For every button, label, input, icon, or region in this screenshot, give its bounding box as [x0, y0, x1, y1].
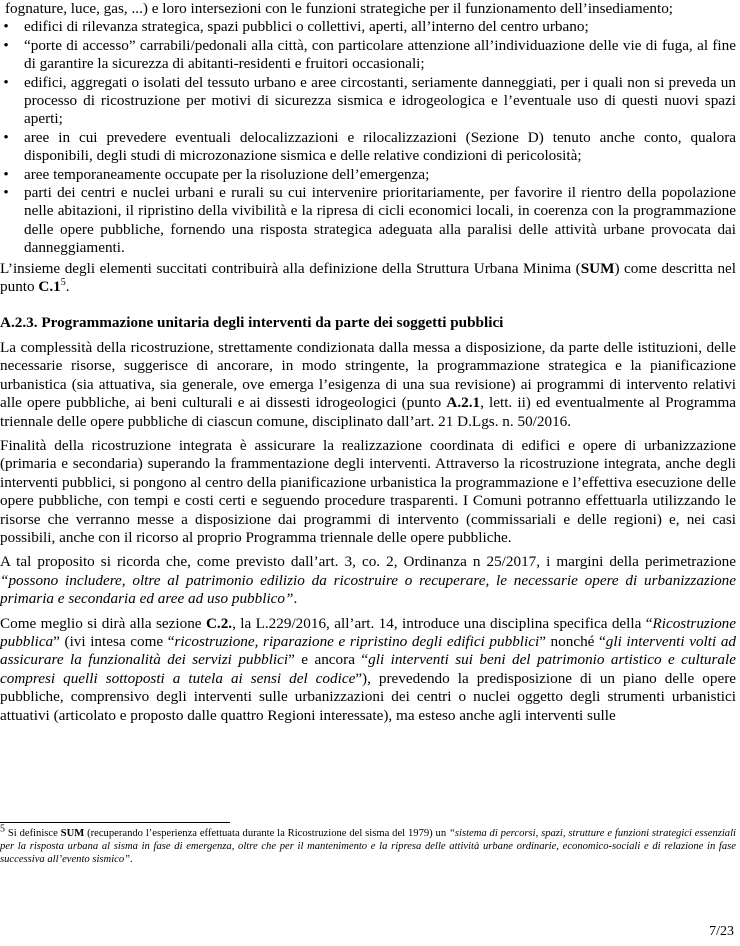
footnote-number: 5 [0, 823, 5, 835]
bullet-icon: • [3, 128, 9, 146]
bullet-icon: • [3, 184, 9, 202]
list-item: • aree temporaneamente occupate per la risoluzione dell’emergenza; [0, 166, 736, 184]
list-item: • parti dei centri e nuclei urbani e rurali su cui intervenire prioritariamente, per favorire il rientro della popolazione nelle abitazioni, il ripristino della vivibilità e la ripresa di cicli economici locali, in coerenza con la programmazione delle opere pubbliche, fornendo una risposta strategica adeguata alla paralisi delle attività urbane provocata dai danneggiamenti. [0, 184, 736, 258]
footnote-divider [0, 822, 230, 823]
footnote-ref: 5 [60, 277, 66, 289]
list-item: • aree in cui prevedere eventuali delocalizzazioni e rilocalizzazioni (Sezione D) tenuto anche conto, qualora disponibili, degli studi di microzonazione sismica e delle relative condizioni di pericolosità; [0, 129, 736, 166]
summary-paragraph: L’insieme degli elementi succitati contribuirà alla definizione della Struttura Urbana Minima (SUM) come descritta nel punto $C.1^5$. [0, 259, 737, 296]
bullet-list [0, 0, 736, 258]
paragraph: A tal proposito si ricorda che, come previsto dall’art. 3, co. 2, Ordinanza n 25/2017, i margini della perimetrazione “possono includere, oltre al patrimonio edilizio da ricostruire o recuperare, le necessarie opere di urbanizzazione primaria e secondaria ed aree ad uso pubblico”. [0, 553, 736, 608]
page-number: 7/23 [709, 924, 734, 939]
paragraph: Finalità della ricostruzione integrata è assicurare la realizzazione coordinata di edifici e opere di urbanizzazione (primaria e secondaria) superando la frammentazione degli interventi. Attraverso la ricostruzione integrata, anche degli interventi pubblici, si pongono al centro della pianificazione urbanistica la programmazione e l’effettiva esecuzione delle opere pubbliche, con tempi e costi certi e seguendo procedure trasparenti. I Comuni potranno effettuarla utilizzando le risorse che verranno messe a disposizione dai programmi di intervento (commissariali e delle regioni) e, nei casi possibili, anche con il ricorso al proprio Programma triennale delle opere pubbliche. [0, 436, 736, 546]
bullet-icon: • [3, 73, 9, 91]
list-item: • edifici, aggregati o isolati del tessuto urbano e aree circostanti, seriamente danneggiati, per i quali non si preveda un processo di ricostruzione per motivi di sicurezza sismica e idrogeologica e l’eventuale uso di questi nuovi spazi aperti; [0, 74, 736, 129]
paragraph: Come meglio si dirà alla sezione C.2., la L.229/2016, all’art. 14, introduce una disciplina specifica della “Ricostruzione pubblica” (ivi intesa come “ricostruzione, riparazione e ripristino degli edifici pubblici” nonché “gli interventi volti ad assicurare la funzionalità dei servizi pubblici” e ancora “gli interventi sui beni del patrimonio artistico e culturale compresi quelli sottoposti a tutela ai sensi del codice”), prevedendo la predisposizione di un piano delle opere pubbliche, comprensivo degli interventi sulle urbanizzazioni dei centri o nuclei oggetto degli strumenti urbanistici attuativi (articolato e proposto dalle quattro Regioni interessate), ma esteso anche agli interventi sulle [0, 614, 737, 724]
bullet-icon: • [3, 18, 9, 36]
bullet-icon: • [3, 36, 9, 54]
list-item: • edifici di rilevanza strategica, spazi pubblici o collettivi, aperti, all’interno del centro urbano; [0, 18, 736, 36]
list-item: • “porte di accesso” carrabili/pedonali alla città, con particolare attenzione all’individuazione delle vie di fuga, al fine di garantire la sicurezza di abitanti-residenti e fruitori occasionali; [0, 37, 736, 74]
footnote: 5 Si definisce SUM (recuperando l’esperienza effettuata durante la Ricostruzione del sisma del 1979) un “sistema di percorsi, spazi, strutture e funzioni strategici essenziali per la risposta urbana al sisma in fase di emergenza, oltre che per il mantenimento e la ripresa delle attività urbane ordinarie, economico-sociali e di relazione in fase successiva all’evento sismico”. [0, 823, 736, 865]
paragraph: La complessità della ricostruzione, strettamente condizionata dalla messa a disposizione, da parte delle istituzioni, delle necessarie risorse, suggerisce di ancorare, in modo stringente, la programmazione strategica e la pianificazione urbanistica (sia attuativa, sia generale, ove emerga l’esigenza di una sua revisione) ai programmi di intervento relativi alle opere pubbliche, ai beni culturali e ai dissesti idrogeologici (punto A.2.1, lett. ii) ed eventualmente al Programma triennale delle opere pubbliche di ciascun comune, disciplinato dall’art. 21 D.Lgs. n. 50/2016. [0, 338, 737, 430]
bullet-icon: • [3, 165, 9, 183]
section-heading: A.2.3. Programmazione unitaria degli interventi da parte dei soggetti pubblici [0, 313, 504, 331]
list-item: fognature, luce, gas, ...) e loro intersezioni con le funzioni strategiche per il funzionamento dell’insediamento; [5, 0, 674, 17]
